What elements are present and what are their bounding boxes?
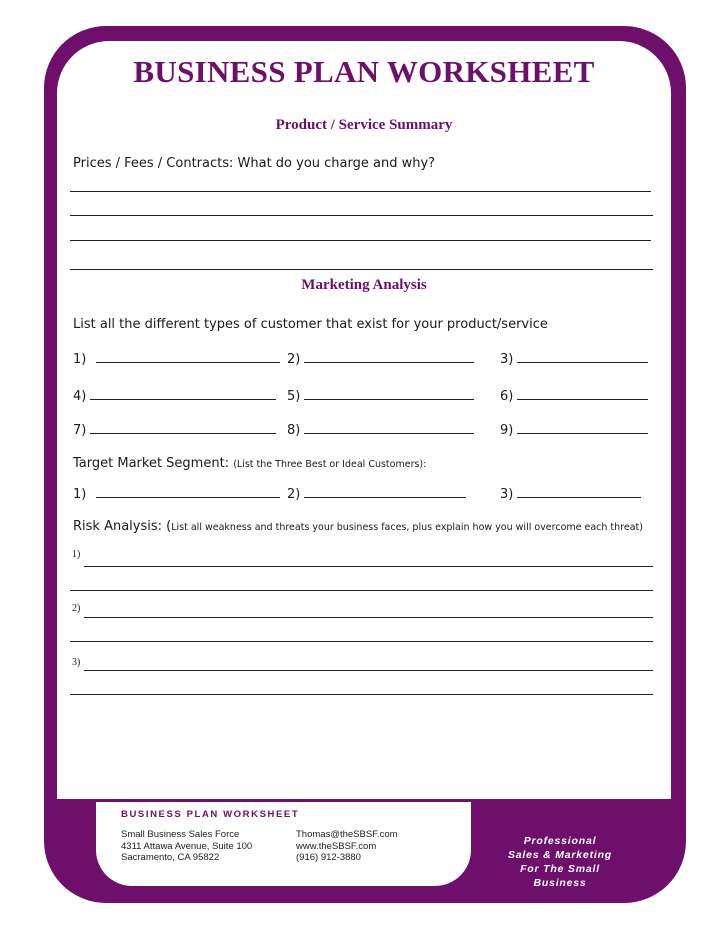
- section-heading-product: Product / Service Summary: [275, 117, 453, 133]
- footer-tagline: [494, 834, 626, 890]
- answer-line[interactable]: [70, 191, 651, 192]
- customer-blank[interactable]: [304, 387, 474, 400]
- target-item-3: 3): [500, 485, 641, 502]
- risk-item-1-label: 1): [72, 549, 81, 560]
- footer-address-line: 4311 Attawa Avenue, Suite 100: [121, 840, 253, 852]
- answer-line[interactable]: [70, 641, 653, 642]
- customer-item-9: 9): [500, 421, 648, 438]
- customer-item-6: 6): [500, 387, 648, 404]
- risk-item-2-label: 2): [72, 603, 81, 614]
- customer-blank[interactable]: [304, 350, 474, 363]
- answer-line[interactable]: [70, 590, 653, 591]
- footer-tagline-line: Professional: [523, 835, 597, 847]
- footer-company: Small Business Sales Force: [121, 829, 240, 840]
- footer-address-line: Sacramento, CA 95822: [121, 852, 220, 863]
- prices-question: Prices / Fees / Contracts: What do you charge and why?: [73, 156, 436, 171]
- target-market-heading: Target Market Segment: (List the Three Best or Ideal Customers):: [73, 456, 427, 471]
- worksheet-title: BUSINESS PLAN WORKSHEET: [133, 54, 595, 89]
- customer-blank[interactable]: [90, 421, 276, 434]
- risk-analysis-heading: Risk Analysis: (List all weakness and threats your business faces, plus explain how you will overcome each threat): [73, 519, 643, 534]
- customer-blank[interactable]: [517, 421, 648, 434]
- customer-blank[interactable]: [304, 421, 474, 434]
- customer-item-5: 5): [287, 387, 474, 404]
- customer-blank[interactable]: [96, 350, 280, 363]
- worksheet-body: [57, 41, 671, 799]
- answer-line[interactable]: [70, 694, 653, 695]
- target-item-1: 1): [73, 485, 280, 502]
- customer-item-4: 4): [73, 387, 276, 404]
- customers-prompt: List all the different types of customer that exist for your product/service: [73, 317, 548, 332]
- customer-item-7: 7): [73, 421, 276, 438]
- customer-blank[interactable]: [517, 350, 648, 363]
- footer-phone: (916) 912-3880: [296, 852, 361, 863]
- customer-item-3: 3): [500, 350, 648, 367]
- customer-blank[interactable]: [517, 387, 648, 400]
- answer-line[interactable]: [84, 566, 653, 567]
- answer-line[interactable]: [70, 240, 651, 241]
- footer-title: BUSINESS PLAN WORKSHEET: [121, 809, 300, 820]
- footer-tagline-line: For The Small Business: [520, 863, 600, 889]
- customer-item-1: 1): [73, 350, 280, 367]
- customer-item-8: 8): [287, 421, 474, 438]
- footer-email[interactable]: Thomas@theSBSF.com: [296, 829, 398, 840]
- footer-contact-block: [296, 829, 398, 864]
- footer-website[interactable]: www.theSBSF.com: [296, 840, 377, 852]
- target-blank[interactable]: [517, 485, 641, 498]
- footer-address-block: [121, 829, 252, 864]
- target-item-2: 2): [287, 485, 466, 502]
- footer-tagline-line: Sales & Marketing: [507, 849, 613, 861]
- customer-item-2: 2): [287, 350, 474, 367]
- customer-blank[interactable]: [90, 387, 276, 400]
- answer-line[interactable]: [70, 269, 653, 270]
- answer-line[interactable]: [84, 617, 653, 618]
- answer-line[interactable]: [84, 670, 653, 671]
- target-blank[interactable]: [96, 485, 280, 498]
- answer-line[interactable]: [70, 215, 653, 216]
- risk-item-3-label: 3): [72, 657, 81, 668]
- section-heading-marketing: Marketing Analysis: [301, 277, 427, 293]
- target-blank[interactable]: [304, 485, 466, 498]
